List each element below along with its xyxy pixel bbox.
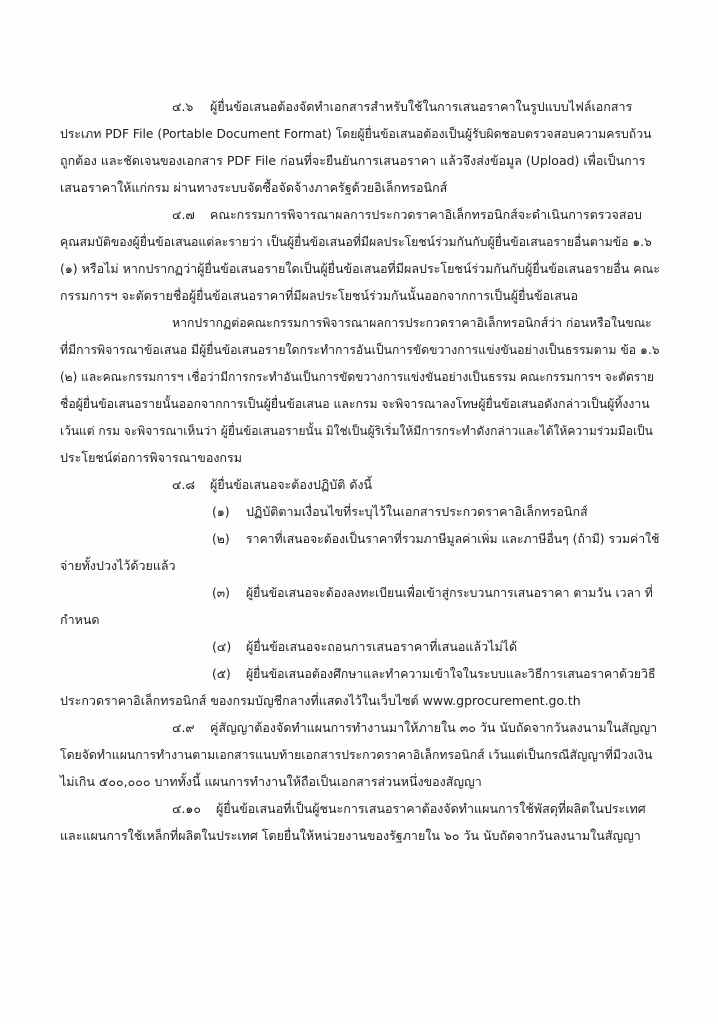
section-number: ๔.๘ bbox=[172, 477, 196, 492]
section-4-7-line-2: คุณสมบัติของผู้ยื่นข้อเสนอแต่ละรายว่า เป็นผู้ยื่นข้อเสนอที่มีผลประโยชน์ร่วมกันกับผู้ยื่นข้อเสนอรายอื่นตามข้อ ๑.๖ bbox=[60, 235, 652, 249]
section-4-10-line-1 bbox=[172, 800, 646, 818]
section-4-7-para2-line-4: ชื่อผู้ยื่นข้อเสนอรายนั้นออกจากการเป็นผู้ยื่นข้อเสนอ และกรม จะพิจารณาลงโทษผู้ยื่นข้อเสนอดังกล่าวเป็นผู้ทิ้งงาน bbox=[60, 397, 650, 411]
paragraph-text: คู่สัญญาต้องจัดทำแผนการทำงานมาให้ภายใน ๓๐ วัน นับถัดจากวันลงนามในสัญญา bbox=[210, 720, 658, 735]
item-number: (๑) bbox=[212, 504, 230, 519]
section-number: ๔.๑๐ bbox=[172, 801, 201, 816]
item-number: (๓) bbox=[212, 586, 230, 600]
section-4-6-line-4: เสนอราคาให้แก่กรม ผ่านทางระบบจัดซื้อจัดจ้างภาครัฐด้วยอิเล็กทรอนิกส์ bbox=[60, 180, 448, 195]
item-number: (๔) bbox=[212, 639, 232, 654]
section-4-9-line-2: โดยจัดทำแผนการทำงานตามเอกสารแนบท้ายเอกสารประกวดราคาอิเล็กทรอนิกส์ เว้นแต่เป็นกรณีสัญญาที่มีวงเงิน bbox=[60, 748, 653, 762]
section-4-8-item-3-line-2: กำหนด bbox=[60, 612, 100, 627]
section-number: ๔.๖ bbox=[172, 99, 194, 114]
section-4-7-para2-line-3: (๒) และคณะกรรมการฯ เชื่อว่ามีการกระทำอันเป็นการขัดขวางการแข่งขันอย่างเป็นธรรม คณะกรรมการฯ จะตัดราย bbox=[60, 370, 655, 384]
section-4-6-line-1 bbox=[172, 98, 632, 116]
section-4-8-heading bbox=[172, 476, 372, 494]
section-4-6-line-3: ถูกต้อง และชัดเจนของเอกสาร PDF File ก่อนที่จะยืนยันการเสนอราคา แล้วจึงส่งข้อมูล (Upload) เพื่อเป็นการ bbox=[60, 153, 646, 168]
section-4-7-line-1 bbox=[172, 206, 642, 224]
section-4-8-item-2-line-1 bbox=[212, 530, 659, 548]
paragraph-text: คณะกรรมการพิจารณาผลการประกวดราคาอิเล็กทรอนิกส์จะดำเนินการตรวจสอบ bbox=[210, 207, 642, 222]
section-4-6-line-2: ประเภท PDF File (Portable Document Format) โดยผู้ยื่นข้อเสนอต้องเป็นผู้รับผิดชอบตรวจสอบความครบถ้วน bbox=[60, 127, 652, 141]
item-text: ผู้ยื่นข้อเสนอต้องศึกษาและทำความเข้าใจในระบบและวิธีการเสนอราคาด้วยวิธี bbox=[246, 667, 656, 681]
paragraph-text: ผู้ยื่นข้อเสนอจะต้องปฏิบัติ ดังนี้ bbox=[210, 477, 373, 492]
section-4-8-item-5-line-1 bbox=[212, 665, 655, 683]
section-4-8-item-2-line-2: จ่ายทั้งปวงไว้ด้วยแล้ว bbox=[60, 558, 176, 573]
section-4-7-para2-line-2: ที่มีการพิจารณาข้อเสนอ มีผู้ยื่นข้อเสนอรายใดกระทำการอันเป็นการขัดขวางการแข่งขันอย่างเป็นธรรมตาม ข้อ ๑.๖ bbox=[60, 343, 660, 357]
section-4-7-para2-line-1: หากปรากฏต่อคณะกรรมการพิจารณาผลการประกวดราคาอิเล็กทรอนิกส์ว่า ก่อนหรือในขณะ bbox=[172, 316, 652, 330]
paragraph-text: ผู้ยื่นข้อเสนอต้องจัดทำเอกสารสำหรับใช้ในการเสนอราคาในรูปแบบไฟล์เอกสาร bbox=[210, 99, 633, 114]
section-4-8-item-3-line-1 bbox=[212, 584, 653, 602]
section-4-8-item-1 bbox=[212, 503, 588, 521]
section-4-9-line-1 bbox=[172, 719, 657, 737]
item-number: (๒) bbox=[212, 532, 230, 546]
section-4-8-item-4 bbox=[212, 638, 517, 656]
item-text: ผู้ยื่นข้อเสนอจะถอนการเสนอราคาที่เสนอแล้วไม่ได้ bbox=[246, 639, 518, 654]
section-4-7-line-4: กรรมการฯ จะตัดรายชื่อผู้ยื่นข้อเสนอราคาที่มีผลประโยชน์ร่วมกันนั้นออกจากการเป็นผู้ยื่นข้อเสนอ bbox=[60, 288, 578, 303]
paragraph-text: ผู้ยื่นข้อเสนอที่เป็นผู้ชนะการเสนอราคาต้องจัดทำแผนการใช้พัสดุที่ผลิตในประเทศ bbox=[216, 801, 646, 816]
section-4-9-line-3: ไม่เกิน ๕๐๐,๐๐๐ บาททั้งนี้ แผนการทำงานให้ถือเป็นเอกสารส่วนหนึ่งของสัญญา bbox=[60, 774, 482, 789]
section-4-7-para2-line-5: เว้นแต่ กรม จะพิจารณาเห็นว่า ผู้ยื่นข้อเสนอรายนั้น มิใช่เป็นผู้ริเริ่มให้มีการกระทำดังกล่าวและได้ให้ความร่วมมือเป็น bbox=[60, 424, 653, 438]
item-text: ราคาที่เสนอจะต้องเป็นราคาที่รวมภาษีมูลค่าเพิ่ม และภาษีอื่นๆ (ถ้ามี) รวมค่าใช้ bbox=[246, 532, 660, 546]
section-4-10-line-2: และแผนการใช้เหล็กที่ผลิตในประเทศ โดยยื่นให้หน่วยงานของรัฐภายใน ๖๐ วัน นับถัดจากวันลงนามในสัญญา bbox=[60, 828, 641, 843]
item-number: (๕) bbox=[212, 667, 231, 681]
section-4-8-item-5-line-2: ประกวดราคาอิเล็กทรอนิกส์ ของกรมบัญชีกลางที่แสดงไว้ในเว็บไซต์ www.gprocurement.go.th bbox=[60, 693, 581, 708]
item-text: ผู้ยื่นข้อเสนอจะต้องลงทะเบียนเพื่อเข้าสู่กระบวนการเสนอราคา ตามวัน เวลา ที่ bbox=[246, 586, 653, 600]
section-number: ๔.๗ bbox=[172, 207, 195, 222]
section-4-7-line-3: (๑) หรือไม่ หากปรากฏว่าผู้ยื่นข้อเสนอรายใดเป็นผู้ยื่นข้อเสนอที่มีผลประโยชน์ร่วมกันกับผู้ยื่นข้อเสนอรายอื่น คณะ bbox=[60, 261, 660, 276]
section-4-7-para2-line-6: ประโยชน์ต่อการพิจารณาของกรม bbox=[60, 450, 242, 465]
item-text: ปฏิบัติตามเงื่อนไขที่ระบุไว้ในเอกสารประกวดราคาอิเล็กทรอนิกส์ bbox=[246, 504, 588, 519]
section-number: ๔.๙ bbox=[172, 720, 195, 735]
